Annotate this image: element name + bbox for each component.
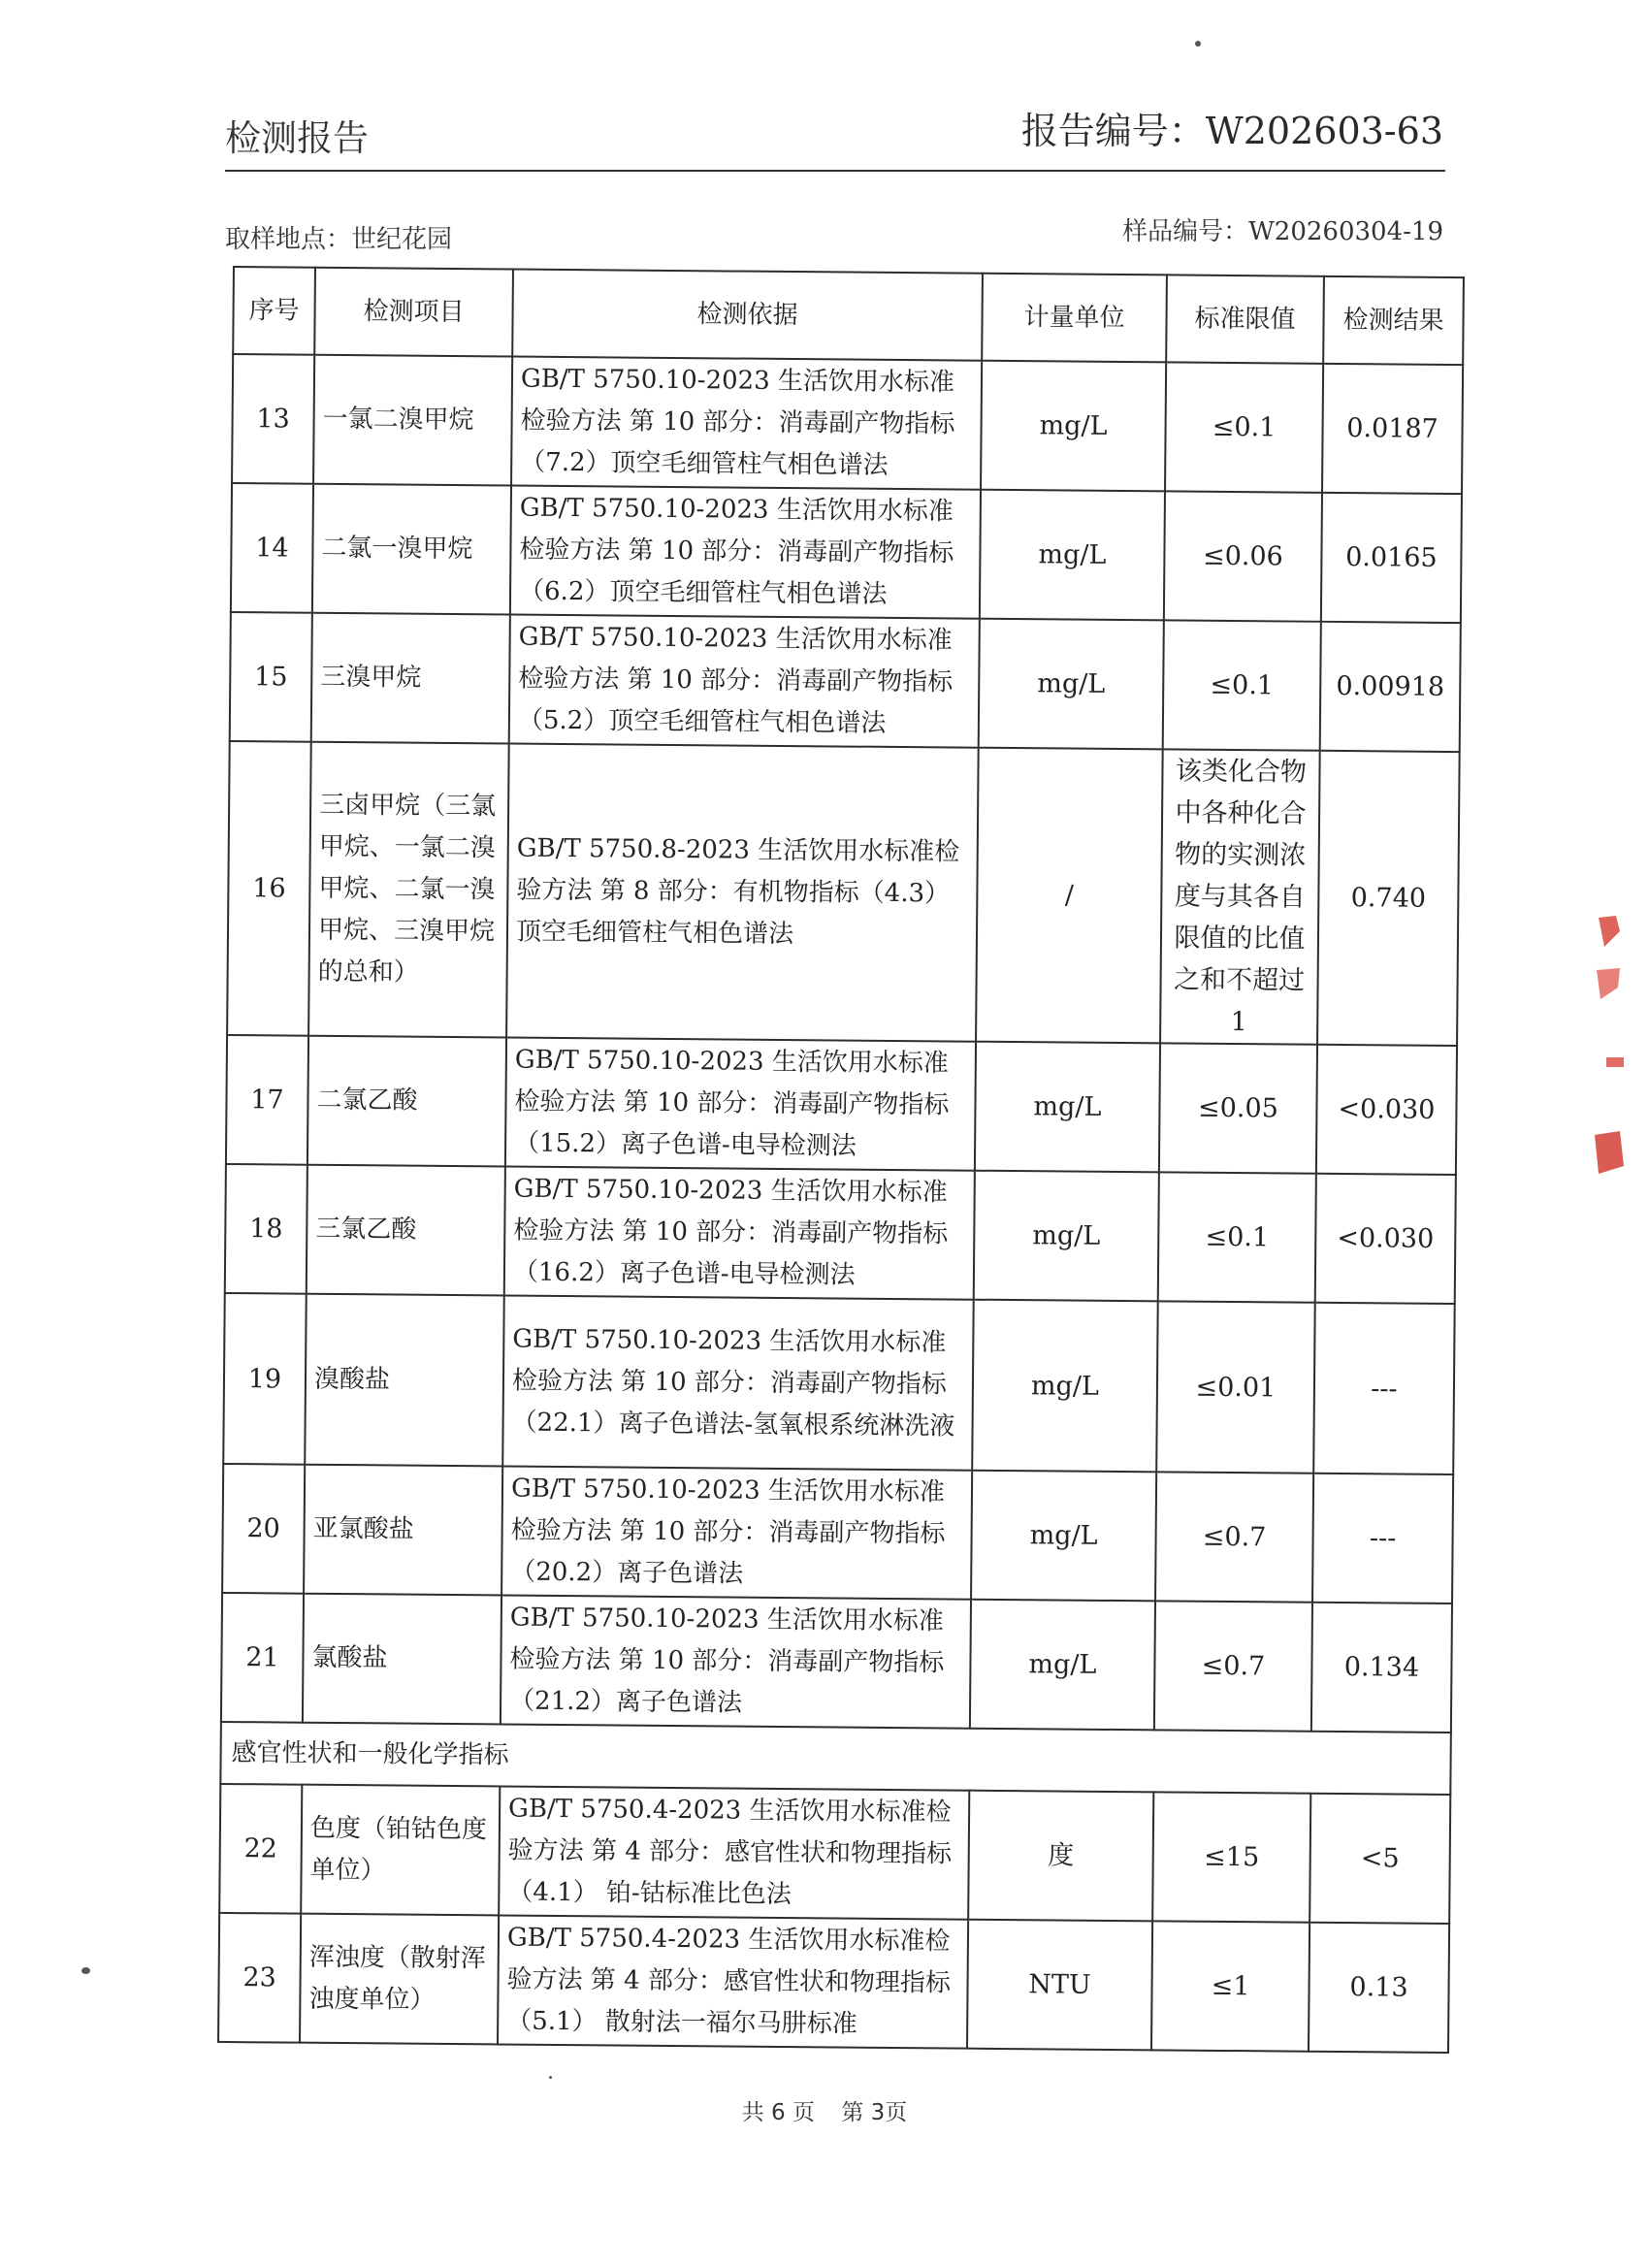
sampling-location: 取样地点：世纪花园 bbox=[225, 225, 453, 254]
table-row bbox=[231, 483, 1462, 623]
row-item: 二氯乙酸 bbox=[307, 1036, 506, 1167]
header-divider bbox=[225, 170, 1445, 172]
scan-speck bbox=[1195, 41, 1201, 47]
row-limit: ≤0.1 bbox=[1163, 620, 1321, 750]
report-number: 报告编号：W202603-63 bbox=[1020, 110, 1443, 152]
row-basis: GB/T 5750.4-2023 生活饮用水标准检验方法 第 4 部分：感官性状和物理指标（4.1） 铂-钴标准比色法 bbox=[499, 1786, 969, 1919]
row-unit: / bbox=[976, 748, 1163, 1044]
table-header-row bbox=[233, 267, 1464, 365]
row-result: 0.0187 bbox=[1322, 364, 1463, 494]
row-basis: GB/T 5750.10-2023 生活饮用水标准检验方法 第 10 部分：消毒副产物指标（5.2）顶空毛细管柱气相色谱法 bbox=[509, 615, 980, 748]
row-no: 15 bbox=[230, 612, 312, 742]
row-result: --- bbox=[1313, 1303, 1455, 1474]
row-basis: GB/T 5750.10-2023 生活饮用水标准检验方法 第 10 部分：消毒副产物指标（22.1）离子色谱法-氢氧根系统淋洗液 bbox=[502, 1295, 974, 1470]
row-result: <0.030 bbox=[1316, 1045, 1457, 1175]
row-basis: GB/T 5750.10-2023 生活饮用水标准检验方法 第 10 部分：消毒副产物指标（6.2）顶空毛细管柱气相色谱法 bbox=[510, 486, 981, 619]
row-unit: mg/L bbox=[972, 1300, 1158, 1473]
row-unit: mg/L bbox=[979, 619, 1164, 750]
scan-speck bbox=[549, 2076, 552, 2079]
col-header-no: 序号 bbox=[233, 267, 315, 355]
table-row bbox=[227, 741, 1460, 1046]
row-item: 三卤甲烷（三氯甲烷、一氯二溴甲烷、二氯一溴甲烷、三溴甲烷的总和） bbox=[308, 742, 509, 1038]
col-header-limit: 标准限值 bbox=[1166, 275, 1324, 363]
row-no: 16 bbox=[227, 741, 311, 1036]
row-limit: ≤0.1 bbox=[1165, 362, 1323, 492]
table-row bbox=[222, 1464, 1453, 1604]
section-header-row bbox=[220, 1722, 1451, 1795]
row-limit: ≤0.7 bbox=[1154, 1601, 1312, 1731]
row-item: 亚氯酸盐 bbox=[304, 1465, 502, 1596]
col-header-item: 检测项目 bbox=[314, 268, 513, 357]
row-result: 0.00918 bbox=[1320, 622, 1461, 752]
total-pages: 共 6 页 bbox=[741, 2100, 815, 2125]
row-no: 21 bbox=[221, 1593, 304, 1723]
row-unit: mg/L bbox=[974, 1171, 1159, 1302]
page-footer bbox=[0, 2094, 1649, 2126]
report-title: 检测报告 bbox=[225, 117, 369, 159]
table-row bbox=[218, 1913, 1449, 2053]
row-no: 20 bbox=[222, 1464, 305, 1594]
row-basis: GB/T 5750.4-2023 生活饮用水标准检验方法 第 4 部分：感官性状和物理指标（5.1） 散射法一福尔马肼标准 bbox=[498, 1915, 968, 2048]
table-row bbox=[225, 1164, 1456, 1304]
row-item: 氯酸盐 bbox=[303, 1594, 501, 1725]
row-basis: GB/T 5750.10-2023 生活饮用水标准检验方法 第 10 部分：消毒副产物指标（7.2）顶空毛细管柱气相色谱法 bbox=[511, 357, 982, 490]
row-item: 溴酸盐 bbox=[305, 1294, 504, 1467]
row-item: 二氯一溴甲烷 bbox=[312, 484, 511, 615]
row-limit: ≤0.05 bbox=[1159, 1043, 1317, 1173]
row-basis: GB/T 5750.8-2023 生活饮用水标准检验方法 第 8 部分：有机物指标（4.3）顶空毛细管柱气相色谱法 bbox=[506, 744, 979, 1042]
table-row bbox=[221, 1593, 1452, 1733]
row-limit: ≤1 bbox=[1151, 1921, 1310, 2051]
row-item: 一氯二溴甲烷 bbox=[313, 355, 512, 486]
row-item: 三氯乙酸 bbox=[307, 1165, 505, 1296]
row-result: 0.134 bbox=[1311, 1603, 1452, 1733]
row-result: 0.740 bbox=[1317, 751, 1460, 1046]
row-item: 色度（铂钴色度单位） bbox=[301, 1785, 500, 1916]
table-row bbox=[223, 1293, 1454, 1474]
row-no: 17 bbox=[226, 1035, 308, 1165]
row-unit: mg/L bbox=[981, 361, 1166, 492]
row-no: 22 bbox=[219, 1784, 302, 1914]
scan-speck bbox=[81, 1967, 90, 1974]
row-basis: GB/T 5750.10-2023 生活饮用水标准检验方法 第 10 部分：消毒副产物指标（15.2）离子色谱-电导检测法 bbox=[505, 1037, 976, 1170]
row-item: 浑浊度（散射浑浊度单位） bbox=[300, 1914, 499, 2045]
row-no: 23 bbox=[218, 1913, 301, 2043]
row-result: --- bbox=[1312, 1474, 1453, 1604]
row-no: 14 bbox=[231, 483, 313, 613]
row-limit: ≤0.1 bbox=[1158, 1172, 1316, 1302]
col-header-basis: 检测依据 bbox=[512, 270, 983, 361]
table-row bbox=[230, 612, 1461, 752]
row-limit: ≤0.7 bbox=[1155, 1472, 1313, 1602]
row-limit: ≤0.01 bbox=[1156, 1301, 1315, 1473]
current-page: 第 3页 bbox=[841, 2100, 908, 2125]
row-no: 13 bbox=[232, 354, 314, 484]
red-seal-fragment bbox=[1591, 912, 1630, 1203]
row-limit: 该类化合物中各种化合物的实测浓度与其各自限值的比值之和不超过1 bbox=[1160, 749, 1320, 1044]
row-unit: mg/L bbox=[970, 1600, 1155, 1731]
col-header-result: 检测结果 bbox=[1323, 276, 1464, 365]
row-unit: mg/L bbox=[971, 1471, 1156, 1602]
row-result: 0.0165 bbox=[1321, 493, 1462, 623]
row-unit: mg/L bbox=[975, 1042, 1160, 1173]
row-result: <0.030 bbox=[1315, 1174, 1456, 1304]
row-no: 18 bbox=[225, 1164, 307, 1294]
row-unit: 度 bbox=[968, 1791, 1153, 1922]
row-unit: mg/L bbox=[980, 490, 1165, 621]
table-row bbox=[219, 1784, 1450, 1924]
sample-number: 样品编号：W20260304-19 bbox=[1122, 217, 1443, 246]
row-no: 19 bbox=[223, 1293, 307, 1465]
row-basis: GB/T 5750.10-2023 生活饮用水标准检验方法 第 10 部分：消毒副产物指标（16.2）离子色谱-电导检测法 bbox=[504, 1166, 975, 1299]
table-row bbox=[232, 354, 1463, 494]
col-header-unit: 计量单位 bbox=[982, 274, 1167, 363]
row-basis: GB/T 5750.10-2023 生活饮用水标准检验方法 第 10 部分：消毒副产物指标（20.2）离子色谱法 bbox=[501, 1466, 972, 1599]
row-basis: GB/T 5750.10-2023 生活饮用水标准检验方法 第 10 部分：消毒副产物指标（21.2）离子色谱法 bbox=[501, 1595, 971, 1728]
section-title: 感官性状和一般化学指标 bbox=[220, 1722, 1451, 1795]
test-results-table bbox=[217, 266, 1465, 2054]
row-item: 三溴甲烷 bbox=[311, 613, 510, 744]
row-unit: NTU bbox=[967, 1920, 1152, 2051]
row-result: 0.13 bbox=[1309, 1923, 1449, 2053]
row-limit: ≤0.06 bbox=[1164, 491, 1322, 621]
row-limit: ≤15 bbox=[1152, 1792, 1310, 1922]
row-result: <5 bbox=[1310, 1794, 1450, 1924]
table-row bbox=[226, 1035, 1457, 1175]
